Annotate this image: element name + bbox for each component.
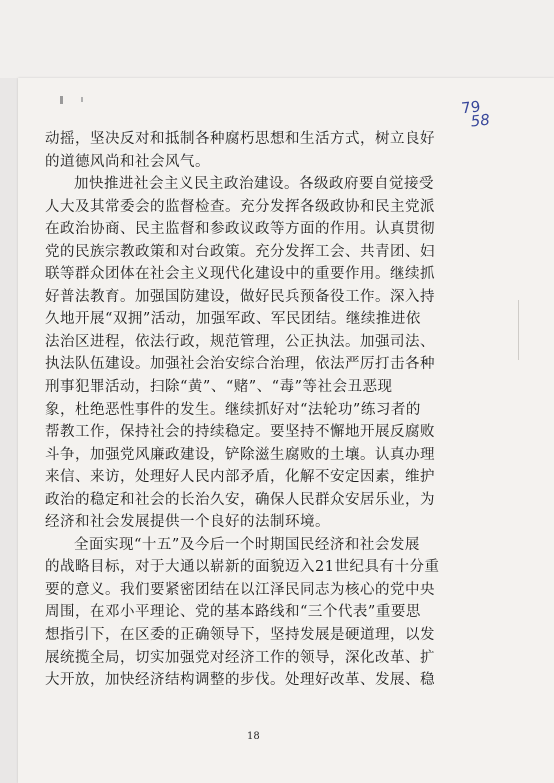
text-line: 帮教工作，保持社会的持续稳定。要坚持不懈地开展反腐败 bbox=[45, 424, 435, 441]
text-line: 在政治协商、民主监督和参政议政等方面的作用。认真贯彻 bbox=[45, 221, 435, 238]
scan-top-margin bbox=[0, 0, 554, 78]
handwritten-note-line-2: 58 bbox=[469, 110, 491, 131]
document-body bbox=[45, 128, 465, 692]
text-line: 政治的稳定和社会的长治久安，确保人民群众安居乐业，为 bbox=[45, 491, 435, 508]
text-line: 周围，在邓小平理论、党的基本路线和“三个代表”重要思 bbox=[45, 604, 421, 621]
text-line: 人大及其常委会的监督检查。充分发挥各级政协和民主党派 bbox=[45, 198, 435, 215]
text-line: 动摇，坚决反对和抵制各种腐朽思想和生活方式，树立良好 bbox=[45, 131, 435, 147]
text-line: 的道德风尚和社会风气。 bbox=[45, 153, 210, 170]
text-line: 联等群众团体在社会主义现代化建设中的重要作用。继续抓 bbox=[45, 266, 435, 283]
text-line: 经济和社会发展提供一个良好的法制环境。 bbox=[45, 514, 330, 531]
text-line: 来信、来访，处理好人民内部矛盾，化解不安定因素，维护 bbox=[45, 469, 435, 486]
text-line: 想指引下，在区委的正确领导下，坚持发展是硬道理，以发 bbox=[45, 627, 435, 644]
text-line: 斗争，加强党风廉政建设，铲除滋生腐败的土壤。认真办理 bbox=[45, 446, 435, 463]
scan-speck bbox=[60, 96, 63, 104]
text-line: 久地开展“双拥”活动，加强军政、军民团结。继续推进依 bbox=[45, 311, 421, 328]
text-line: 展统揽全局，切实加强党对经济工作的领导，深化改革、扩 bbox=[45, 649, 435, 666]
text-line: 党的民族宗教政策和对台政策。充分发挥工会、共青团、妇 bbox=[45, 243, 435, 260]
page-fold-mark bbox=[518, 300, 519, 360]
handwritten-note-line-1: 79 bbox=[460, 97, 482, 118]
text-line: 法治区进程，依法行政，规范管理，公正执法。加强司法、 bbox=[45, 333, 435, 350]
text-line: 的战略目标，对于大通以崭新的面貌迈入21世纪具有十分重 bbox=[45, 559, 440, 576]
text-line: 大开放，加快经济结构调整的步伐。处理好改革、发展、稳 bbox=[45, 672, 435, 689]
handwritten-page-note bbox=[461, 99, 491, 130]
scan-speck bbox=[81, 97, 83, 102]
text-line: 刑事犯罪活动，扫除“黄”、“赌”、“毒”等社会丑恶现 bbox=[45, 379, 393, 396]
text-line: 全面实现“十五”及今后一个时期国民经济和社会发展 bbox=[74, 536, 420, 553]
text-line: 象，杜绝恶性事件的发生。继续抓好对“法轮功”练习者的 bbox=[45, 401, 421, 418]
text-line: 执法队伍建设。加强社会治安综合治理，依法严厉打击各种 bbox=[45, 356, 435, 373]
text-line: 好普法教育。加强国防建设，做好民兵预备役工作。深入持 bbox=[45, 288, 435, 305]
text-line: 要的意义。我们要紧密团结在以江泽民同志为核心的党中央 bbox=[45, 581, 435, 598]
text-line: 加快推进社会主义民主政治建设。各级政府要自觉接受 bbox=[74, 176, 434, 193]
page-number: 18 bbox=[247, 731, 260, 742]
